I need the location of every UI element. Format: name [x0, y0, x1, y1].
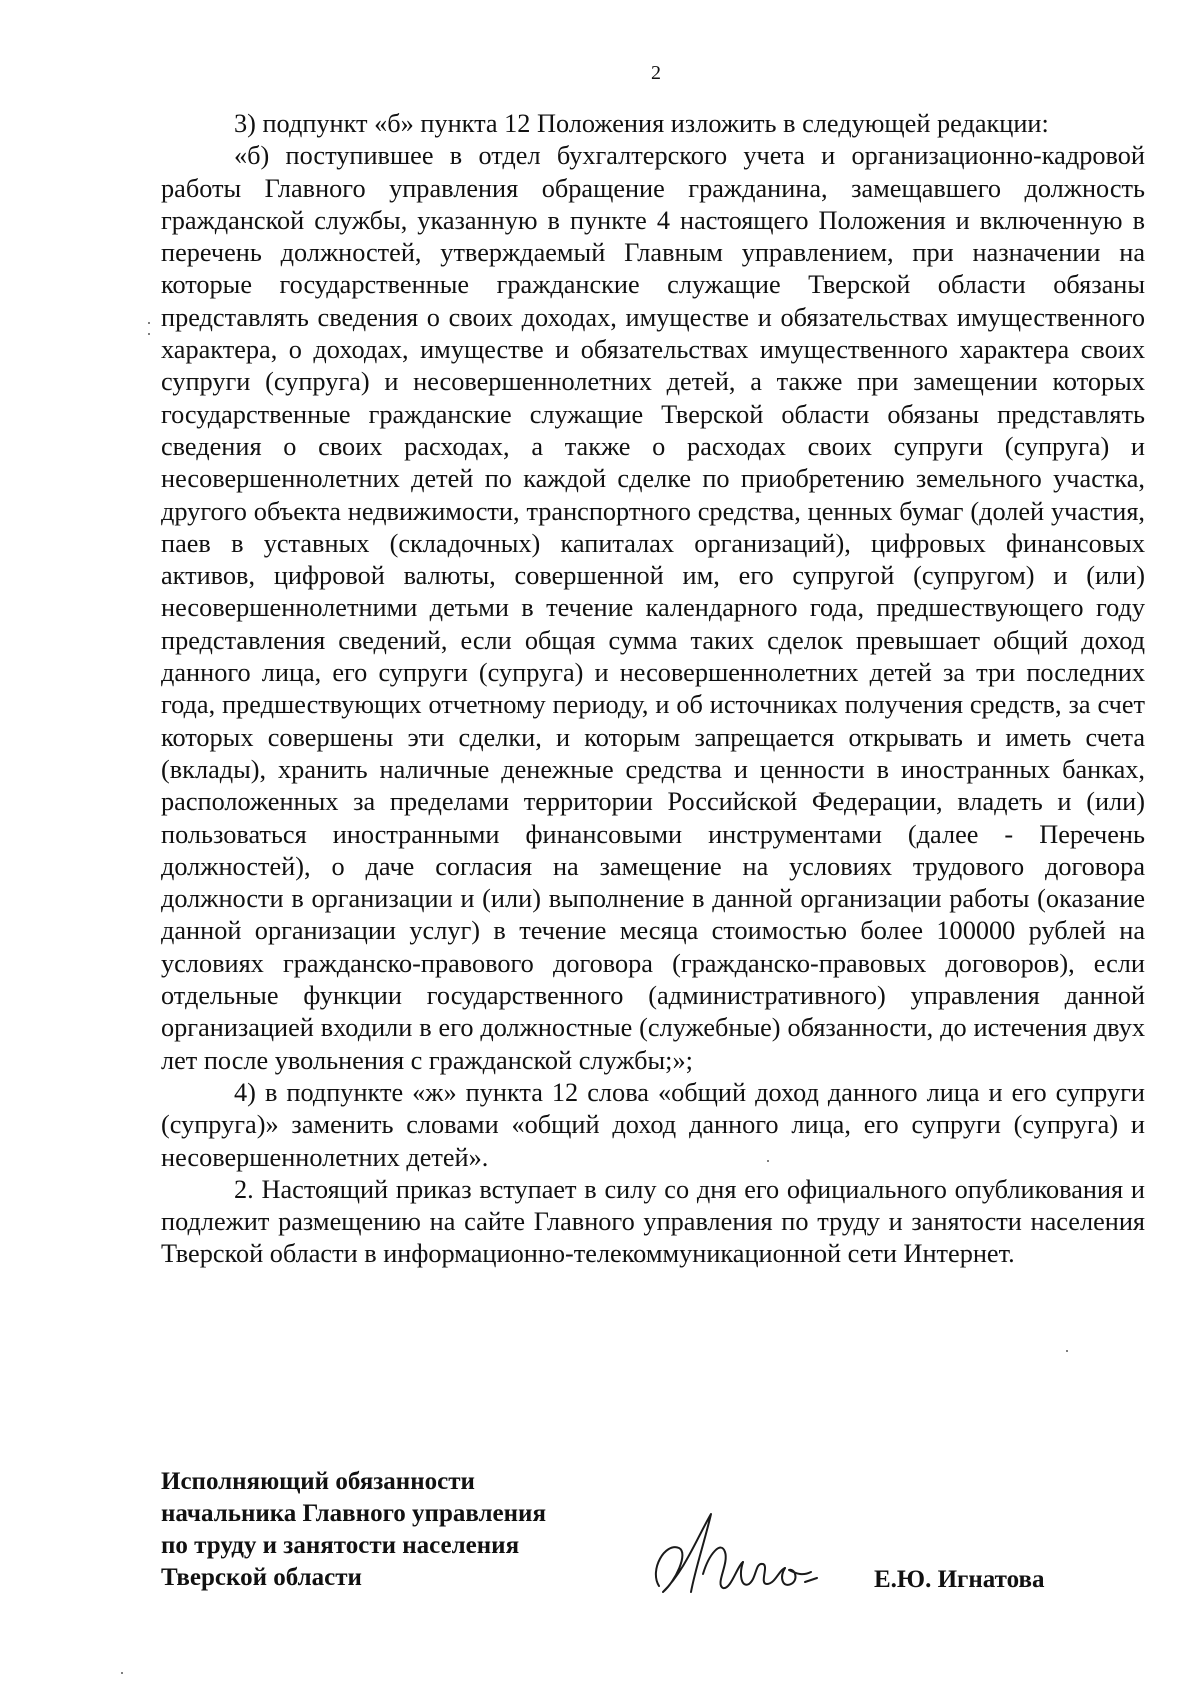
signatory-position-line: начальника Главного управления: [161, 1500, 546, 1527]
signatory-position-line: Тверской области: [161, 1564, 362, 1591]
signatory-position-line: по труду и занятости населения: [161, 1532, 520, 1559]
signatory-name: Е.Ю. Игнатова: [874, 1566, 1045, 1593]
signatory-position: [161, 1466, 546, 1594]
paragraph-item-b-text: «б) поступившее в отдел бухгалтерского учета и организационно-кадровой работы Главного управления обращение гражданина, замещавшего должность гражданской службы, указанную в пункте 4 настоящего Положения и включенную в перечень должностей, утверждаемый Главным управлением, при назначении на которые государственные гражданские служащие Тверской области обязаны представлять сведения о своих доходах, имуществе и обязательствах имущественного характера, о доходах, имуществе и обязательствах имущественного характера своих супруги (супруга) и несовершеннолетних детей, а также при замещении которых государственные гражданские служащие Тверской области обязаны представлять сведения о своих расходах, а также о расходах своих супруги (супруга) и несовершеннолетних детей по каждой сделке по приобретению земельного участка, другого объекта недвижимости, транспортного средства, ценных бумаг (долей участия, паев в уставных (складочных) капиталах организаций), цифровых финансовых активов, цифровой валюты, совершенной им, его супругой (супругом) и (или) несовершеннолетними детьми в течение календарного года, предшествующего году представления сведений, если общая сумма таких сделок превышает общий доход данного лица, его супруги (супруга) и несовершеннолетних детей за три последних года, предшествующих отчетному периоду, и об источниках получения средств, за счет которых совершены эти сделки, и которым запрещается открывать и иметь счета (вклады), хранить наличные денежные средства и ценности в иностранных банках, расположенных за пределами территории Российской Федерации, владеть и (или) пользоваться иностранными финансовыми инструментами (далее - Перечень должностей), о даче согласия на замещение на условиях трудового договора должности в организации и (или) выполнение в данной организации работы (оказание данной организации услуг) в течение месяца стоимостью более 100000 рублей на условиях гражданско-правового договора (гражданско-правовых договоров), если отдельные функции государственного (административного) управления данной организацией входили в его должностные (служебные) обязанности, до истечения двух лет после увольнения с гражданской службы;»;: [161, 141, 1145, 1075]
signatory-position-line: Исполняющий обязанности: [161, 1468, 475, 1495]
paragraph-clause-2: 2. Настоящий приказ вступает в силу со дня его официального опубликования и подлежит размещению на сайте Главного управления по труду и занятости населения Тверской области в информационно-телекоммуникационной сети Интернет.: [161, 1174, 1145, 1269]
page-number: 2: [651, 62, 661, 84]
order-text: [161, 108, 1145, 1271]
scan-speck: [767, 1160, 769, 1162]
scan-speck: [148, 333, 150, 335]
scan-speck: [121, 1672, 123, 1674]
scan-speck: [148, 322, 150, 324]
scan-speck: [1066, 1350, 1068, 1352]
handwritten-signature: [645, 1500, 825, 1605]
paragraph-item-3: 3) подпункт «б» пункта 12 Положения изложить в следующей редакции:: [234, 109, 1049, 138]
paragraph-item-4: 4) в подпункте «ж» пункта 12 слова «общий доход данного лица и его супруги (супруга)» заменить словами «общий доход данного лица, его супруги (супруга) и несовершеннолетних детей».: [161, 1077, 1145, 1172]
